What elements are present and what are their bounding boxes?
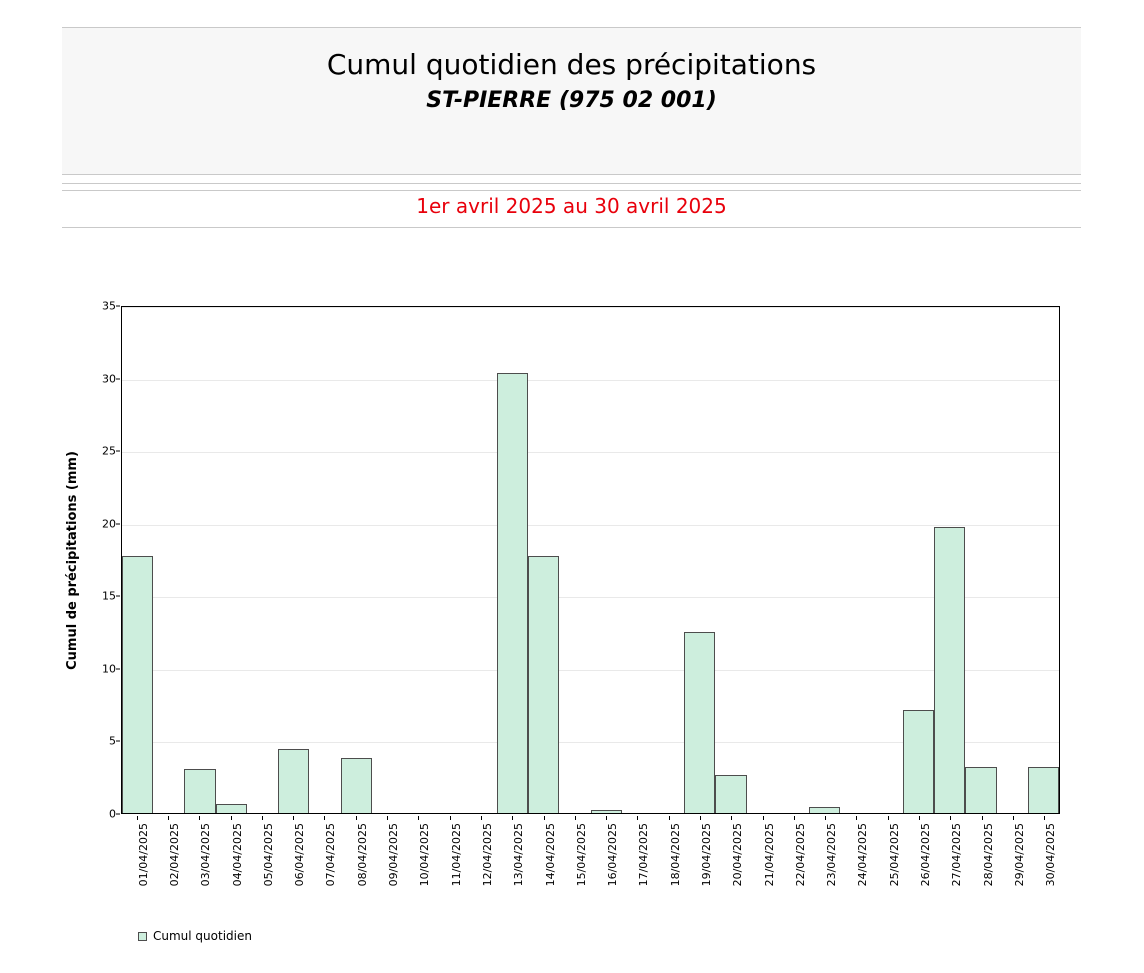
x-tick-mark	[293, 816, 294, 820]
x-tick-label: 27/04/2025	[950, 823, 964, 887]
x-tick-mark	[825, 816, 826, 820]
plot-area	[121, 306, 1060, 814]
x-tick-mark	[575, 816, 576, 820]
bar-cell	[341, 307, 372, 813]
x-tick-label: 04/04/2025	[230, 823, 244, 887]
bar[interactable]	[528, 556, 559, 813]
bar-cell	[965, 307, 996, 813]
bar[interactable]	[809, 807, 840, 813]
bar-cell	[840, 307, 871, 813]
x-tick	[622, 816, 653, 896]
x-tick	[810, 816, 841, 896]
y-tick-mark	[116, 306, 120, 307]
x-tick-mark	[669, 816, 670, 820]
x-tick	[121, 816, 152, 896]
x-tick-label: 16/04/2025	[606, 823, 620, 887]
bar[interactable]	[903, 710, 934, 813]
x-tick	[152, 816, 183, 896]
x-tick	[841, 816, 872, 896]
x-tick	[1029, 816, 1060, 896]
x-tick-label: 30/04/2025	[1044, 823, 1058, 887]
x-tick-mark	[544, 816, 545, 820]
x-tick-mark	[856, 816, 857, 820]
x-tick-label: 26/04/2025	[919, 823, 933, 887]
bar-cell	[715, 307, 746, 813]
x-tick	[653, 816, 684, 896]
bar-cell	[653, 307, 684, 813]
x-tick-label: 06/04/2025	[293, 823, 307, 887]
x-tick	[184, 816, 215, 896]
bar[interactable]	[1028, 767, 1059, 813]
x-axis-labels	[121, 816, 1060, 896]
x-tick	[528, 816, 559, 896]
x-tick-label: 22/04/2025	[793, 823, 807, 887]
x-tick-label: 14/04/2025	[543, 823, 557, 887]
x-tick-mark	[606, 816, 607, 820]
x-tick-label: 19/04/2025	[699, 823, 713, 887]
x-tick-label: 25/04/2025	[887, 823, 901, 887]
x-tick	[309, 816, 340, 896]
bar-cell	[309, 307, 340, 813]
x-tick	[716, 816, 747, 896]
x-tick-label: 21/04/2025	[762, 823, 776, 887]
x-tick-mark	[356, 816, 357, 820]
y-tick-mark	[116, 814, 120, 815]
x-tick	[872, 816, 903, 896]
x-tick	[340, 816, 371, 896]
bar[interactable]	[591, 810, 622, 813]
x-tick-label: 08/04/2025	[355, 823, 369, 887]
bar-series	[122, 307, 1059, 813]
bar-cell	[903, 307, 934, 813]
x-tick-mark	[137, 816, 138, 820]
x-tick	[497, 816, 528, 896]
y-tick-mark	[116, 523, 120, 524]
x-tick-label: 09/04/2025	[387, 823, 401, 887]
bar-cell	[372, 307, 403, 813]
y-tick-mark	[116, 451, 120, 452]
y-tick-label: 35	[102, 299, 116, 313]
x-tick-mark	[1013, 816, 1014, 820]
bar[interactable]	[497, 373, 528, 813]
x-tick-mark	[418, 816, 419, 820]
bar-cell	[403, 307, 434, 813]
x-tick-mark	[168, 816, 169, 820]
y-tick-label: 5	[109, 734, 116, 748]
x-tick-mark	[919, 816, 920, 820]
bar[interactable]	[122, 556, 153, 813]
x-tick	[277, 816, 308, 896]
bar-cell	[122, 307, 153, 813]
bar[interactable]	[184, 769, 215, 813]
bar-cell	[872, 307, 903, 813]
bar-cell	[247, 307, 278, 813]
x-tick-mark	[637, 816, 638, 820]
y-axis-title: Cumul de précipitations (mm)	[64, 450, 80, 670]
bar-cell	[1028, 307, 1059, 813]
bar-cell	[497, 307, 528, 813]
x-tick-label: 29/04/2025	[1012, 823, 1026, 887]
y-tick-label: 10	[102, 662, 116, 676]
x-tick	[403, 816, 434, 896]
page-subtitle: ST-PIERRE (975 02 001)	[426, 88, 717, 113]
x-tick-label: 13/04/2025	[512, 823, 526, 887]
bar[interactable]	[278, 749, 309, 813]
x-tick	[966, 816, 997, 896]
bar-cell	[184, 307, 215, 813]
y-tick-label: 15	[102, 589, 116, 603]
x-tick	[559, 816, 590, 896]
x-tick-label: 05/04/2025	[261, 823, 275, 887]
x-tick-label: 23/04/2025	[825, 823, 839, 887]
x-tick-label: 28/04/2025	[981, 823, 995, 887]
x-tick-label: 11/04/2025	[449, 823, 463, 887]
x-tick	[935, 816, 966, 896]
x-tick-label: 01/04/2025	[136, 823, 150, 887]
x-tick	[371, 816, 402, 896]
x-tick	[434, 816, 465, 896]
bar-cell	[278, 307, 309, 813]
x-tick-label: 18/04/2025	[668, 823, 682, 887]
bar[interactable]	[965, 767, 996, 813]
y-tick-label: 30	[102, 372, 116, 386]
bar-cell	[997, 307, 1028, 813]
bar[interactable]	[934, 527, 965, 813]
x-tick	[465, 816, 496, 896]
x-tick	[215, 816, 246, 896]
chart-legend	[138, 929, 252, 943]
bar-cell	[747, 307, 778, 813]
bar-cell	[934, 307, 965, 813]
x-tick-mark	[324, 816, 325, 820]
x-tick	[246, 816, 277, 896]
bar-cell	[528, 307, 559, 813]
x-tick-mark	[794, 816, 795, 820]
y-tick-label: 0	[109, 807, 116, 821]
x-tick-mark	[1044, 816, 1045, 820]
bar-cell	[153, 307, 184, 813]
y-axis-ticks	[94, 299, 120, 821]
y-tick-mark	[116, 668, 120, 669]
bar-cell	[466, 307, 497, 813]
bar-cell	[591, 307, 622, 813]
x-tick-label: 07/04/2025	[324, 823, 338, 887]
x-tick-mark	[231, 816, 232, 820]
y-tick-mark	[116, 741, 120, 742]
x-tick-mark	[387, 816, 388, 820]
x-tick-label: 02/04/2025	[167, 823, 181, 887]
x-tick	[778, 816, 809, 896]
period-label: 1er avril 2025 au 30 avril 2025	[416, 194, 727, 218]
x-tick-mark	[700, 816, 701, 820]
legend-swatch	[138, 932, 147, 941]
x-tick	[997, 816, 1028, 896]
x-tick-label: 24/04/2025	[856, 823, 870, 887]
bar[interactable]	[341, 758, 372, 813]
x-tick-mark	[888, 816, 889, 820]
x-tick-mark	[950, 816, 951, 820]
bar[interactable]	[715, 775, 746, 813]
bar[interactable]	[216, 804, 247, 813]
x-tick-mark	[450, 816, 451, 820]
page-title: Cumul quotidien des précipitations	[326, 48, 817, 81]
y-tick-mark	[116, 378, 120, 379]
x-tick-label: 17/04/2025	[637, 823, 651, 887]
bar-cell	[216, 307, 247, 813]
bar-cell	[809, 307, 840, 813]
x-tick-mark	[512, 816, 513, 820]
x-tick-label: 15/04/2025	[574, 823, 588, 887]
x-tick	[903, 816, 934, 896]
bar[interactable]	[684, 632, 715, 813]
y-tick-mark	[116, 596, 120, 597]
x-tick-label: 03/04/2025	[199, 823, 213, 887]
x-tick-mark	[763, 816, 764, 820]
x-tick-mark	[199, 816, 200, 820]
y-tick-label: 20	[102, 517, 116, 531]
x-tick-label: 10/04/2025	[418, 823, 432, 887]
bar-cell	[778, 307, 809, 813]
x-tick-label: 20/04/2025	[731, 823, 745, 887]
x-tick-mark	[481, 816, 482, 820]
x-tick-mark	[262, 816, 263, 820]
bar-cell	[434, 307, 465, 813]
bar-cell	[559, 307, 590, 813]
bar-cell	[622, 307, 653, 813]
x-tick-mark	[731, 816, 732, 820]
x-tick-mark	[982, 816, 983, 820]
legend-label: Cumul quotidien	[153, 929, 252, 943]
x-tick-label: 12/04/2025	[480, 823, 494, 887]
y-tick-label: 25	[102, 444, 116, 458]
x-tick	[684, 816, 715, 896]
x-tick	[747, 816, 778, 896]
bar-cell	[684, 307, 715, 813]
x-tick	[590, 816, 621, 896]
